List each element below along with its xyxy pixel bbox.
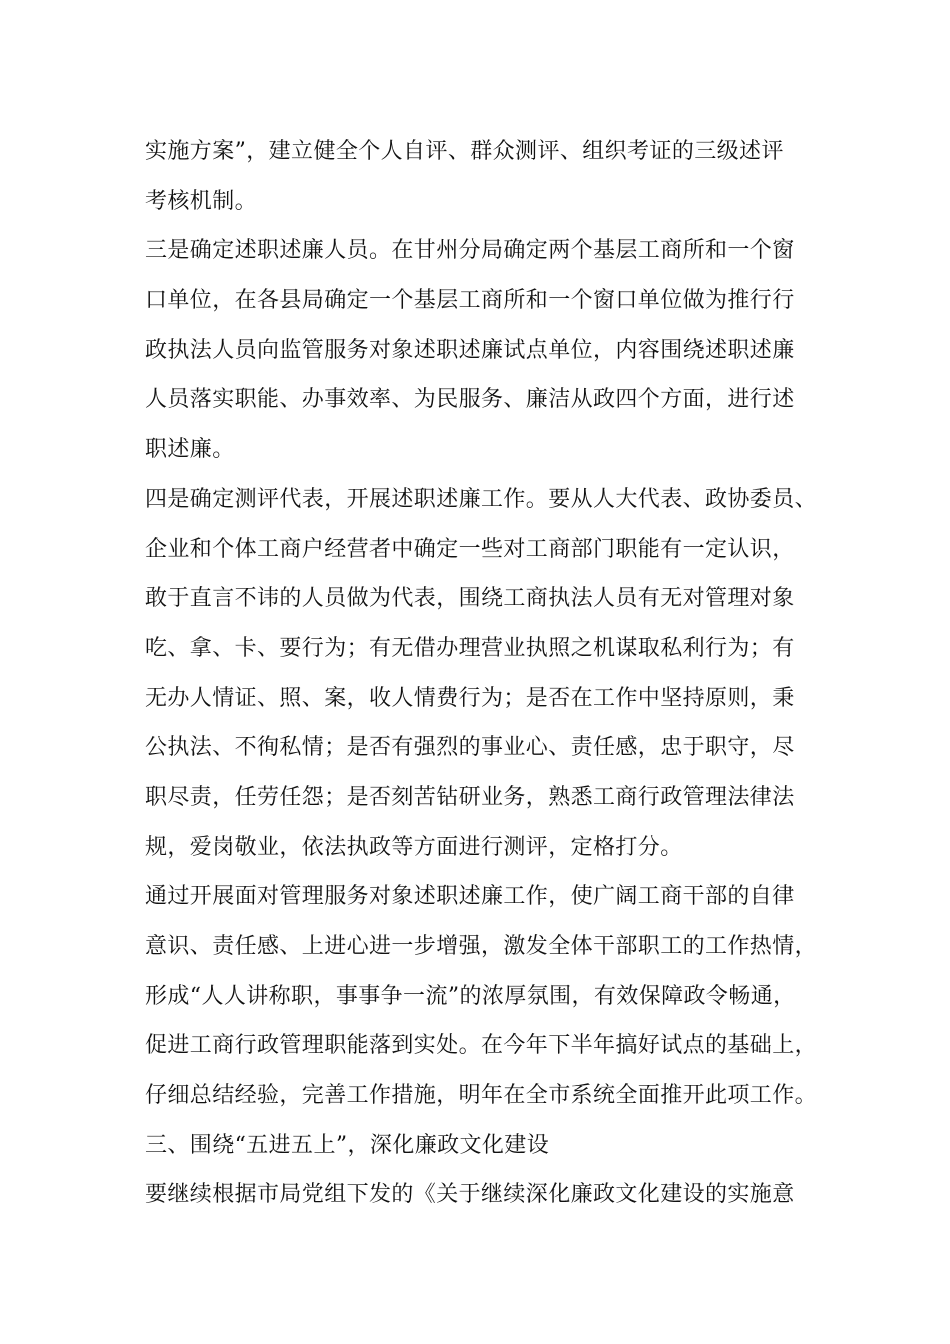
text-line: 公执法、不徇私情；是否有强烈的事业心、责任感，忠于职守，尽 [145, 735, 795, 761]
text-line: 通过开展面对管理服务对象述职述廉工作，使广阔工商干部的自律 [145, 884, 795, 910]
text-line: 职尽责，任劳任怨；是否刻苦钻研业务，熟悉工商行政管理法律法 [145, 784, 795, 810]
text-line: 敢于直言不讳的人员做为代表，围绕工商执法人员有无对管理对象 [145, 586, 795, 612]
text-line: 意识、责任感、上进心进一步增强，激发全体干部职工的工作热情， [145, 934, 818, 959]
text-line: 实施方案”，建立健全个人自评、群众测评、组织考证的三级述评 [145, 139, 784, 164]
document-body [145, 127, 825, 1220]
text-line: 考核机制。 [145, 188, 258, 214]
text-line: 企业和个体工商户经营者中确定一些对工商部门职能有一定认识， [145, 536, 795, 562]
text-line: 仔细总结经验，完善工作措施，明年在全市系统全面推开此项工作。 [145, 1083, 818, 1109]
text-line: 要继续根据市局党组下发的《关于继续深化廉政文化建设的实施意 [145, 1182, 795, 1208]
text-line: 口单位，在各县局确定一个基层工商所和一个窗口单位做为推行行 [145, 288, 795, 314]
text-line: 规，爱岗敬业，依法执政等方面进行测评，定格打分。 [145, 834, 683, 860]
text-line: 四是确定测评代表，开展述职述廉工作。要从人大代表、政协委员、 [145, 486, 818, 512]
section-heading: 三、围绕“五进五上”，深化廉政文化建设 [145, 1132, 550, 1158]
text-line: 三是确定述职述廉人员。在甘州分局确定两个基层工商所和一个窗 [145, 238, 795, 264]
text-line: 职述廉。 [145, 437, 235, 463]
text-line: 吃、拿、卡、要行为；有无借办理营业执照之机谋取私利行为；有 [145, 635, 795, 661]
text-line: 形成“人人讲称职，事事争一流”的浓厚氛围，有效保障政令畅通， [145, 983, 796, 1009]
text-line: 政执法人员向监管服务对象述职述廉试点单位，内容围绕述职述廉 [145, 337, 795, 363]
text-line: 促进工商行政管理职能落到实处。在今年下半年搞好试点的基础上， [145, 1033, 818, 1059]
text-line: 无办人情证、照、案，收人情费行为；是否在工作中坚持原则，秉 [145, 685, 795, 711]
text-line: 人员落实职能、办事效率、为民服务、廉洁从政四个方面，进行述 [145, 387, 795, 413]
